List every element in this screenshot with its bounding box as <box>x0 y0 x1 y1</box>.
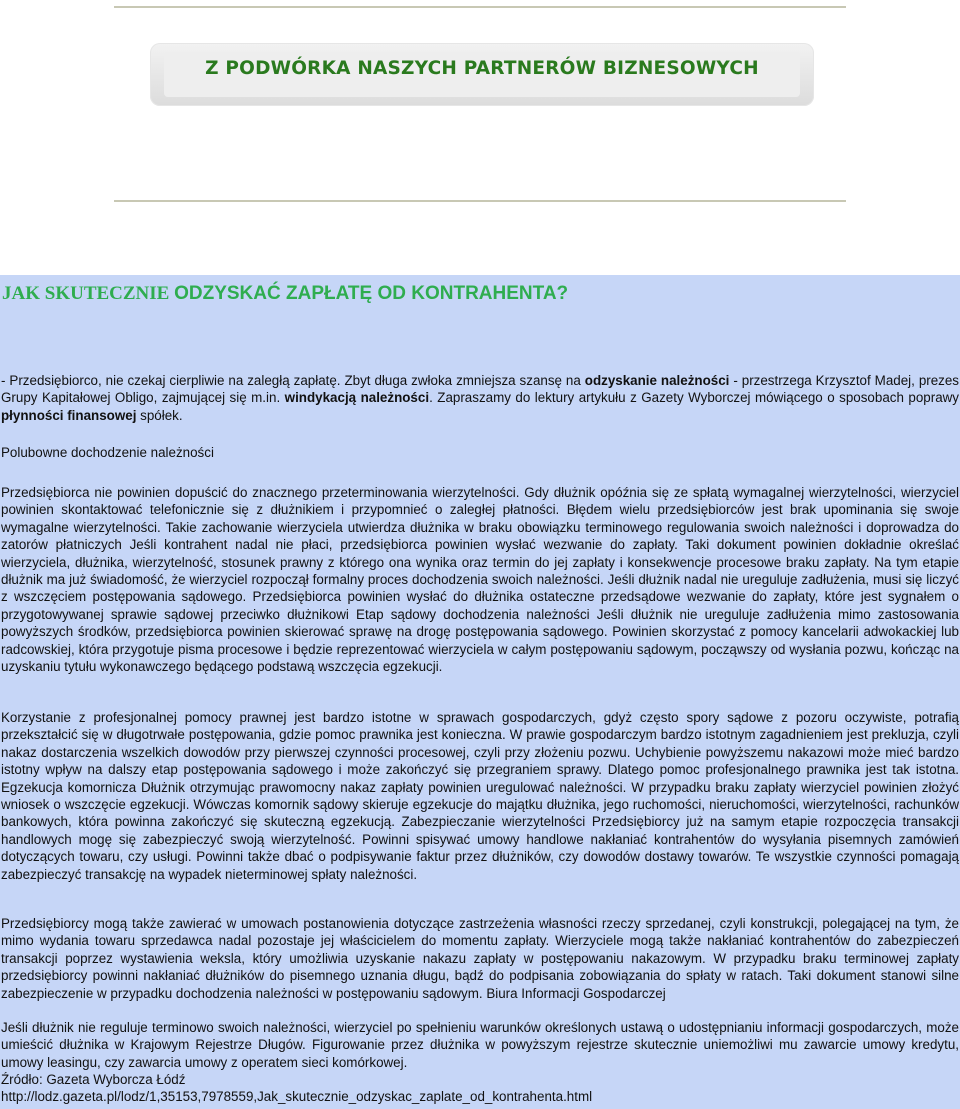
intro-paragraph <box>1 372 959 424</box>
banner-title: Z PODWÓRKA NASZYCH PARTNERÓW BIZNESOWYCH <box>205 58 759 79</box>
section-heading: Polubowne dochodzenie należności <box>1 445 214 460</box>
body-paragraph-3: Przedsiębiorcy mogą także zawierać w umowach postanowienia dotyczące zastrzeżenia własności rzeczy sprzedanej, czyli konstrukcji, polegającej na tym, że mimo wydania towaru sprzedawca nadal pozostaje jej właścicielem do momentu zapłaty. Wierzyciele mogą także nakłaniać kontrahentów do zabezpieczeń transakcji poprzez wystawienia weksla, który umożliwia uzyskanie nakazu zapłaty w postępowaniu nakazowym. W przypadku braku terminowej zapłaty przedsiębiorcy powinni nakłaniać dłużników do pisemnego uznania długu, bądź do podpisania zobowiązania do spłaty w ratach. Taki dokument stanowi silne zabezpieczenie w przypadku dochodzenia należności w postępowaniu sądowym. Biura Informacji Gospodarczej <box>1 916 959 1001</box>
body-paragraph-2: Korzystanie z profesjonalnej pomocy prawnej jest bardzo istotne w sprawach gospodarczych, gdyż często spory sądowe z pozoru oczywiste, potrafią przekształcić się w długotrwałe postępowania, gdzie pomoc prawnika jest konieczna. W prawie gospodarczym bardzo istotnym zagadnieniem jest prekluzja, czyli nakaz dostarczenia wszelkich dowodów przy pierwszej czynności procesowej, czyli przy złożeniu pozwu. Uchybienie powyższemu nakazowi może mieć bardzo istotny wpływ na dalszy etap postępowania sądowego i może zakończyć się przegraniem sprawy. Dlatego pomoc profesjonalnego prawnika jest tak istotna. Egzekucja komornicza Dłużnik otrzymując prawomocny nakaz zapłaty powinien uregulować należności. W przypadku braku zapłaty wierzyciel powinien złożyć wniosek o wszczęcie egzekucji. Wówczas komornik sądowy skieruje egzekucje do majątku dłużnika, jego ruchomości, nieruchomości, wierzytelności, rachunków bankowych, która powinna zakończyć się skuteczną egzekucją. Zabezpieczanie wierzytelności Przedsiębiorcy już na samym etapie rozpoczęcia transakcji handlowych mogę się zabezpieczyć swoją wierzytelność. Powinni spisywać umowy handlowe nakłaniać kontrahentów do wysyłania pisemnych zamówień dotyczących towaru, czy usługi. Powinni także dbać o podpisywanie faktur przez dłużników, czy dowodów dostawy towarów. Te wszystkie czynności pomagają zabezpieczyć transakcję na wypadek nieterminowej spłaty należności. <box>1 710 959 882</box>
intro-bold-3: płynności finansowej <box>1 407 137 423</box>
article-title-part2: ODZYSKAĆ ZAPŁATĘ OD KONTRAHENTA? <box>174 283 569 304</box>
bottom-divider <box>114 200 846 202</box>
intro-text-4: spółek. <box>136 407 183 423</box>
source-label: Źródło: Gazeta Wyborcza Łódź <box>1 1072 186 1087</box>
intro-text-2: - przestrzega Krzysztof Madej, prezes Grupy Kapitałowej Obligo, zajmującej się m.in. <box>1 373 960 406</box>
top-divider <box>114 6 846 8</box>
article-title-part1: JAK SKUTECZNIE <box>2 283 175 304</box>
intro-text-3: . Zapraszamy do lektury artykułu z Gazety Wyborczej mówiącego o sposobach poprawy <box>429 390 960 406</box>
intro-bold-1: odzyskanie należności <box>584 373 730 388</box>
body-paragraph-4: Jeśli dłużnik nie reguluje terminowo swoich należności, wierzyciel po spełnieniu warunków określonych ustawą o udostępnianiu informacji gospodarczych, może umieścić dłużnika w Krajowym Rejestrze Długów. Figurowanie przez dłużnika w powyższym rejestrze skutecznie uniemożliwi mu zawarcie umowy kredytu, umowy leasingu, czy zawarcia umowy z operatem sieci komórkowej. <box>1 1020 959 1070</box>
article-title <box>2 283 568 305</box>
intro-text-1: - Przedsiębiorco, nie czekaj cierpliwie na zaległą zapłatę. Zbyt długa zwłoka zmniejsza szansę na <box>1 373 585 388</box>
intro-bold-2: windykacją należności <box>284 390 430 406</box>
body-paragraph-1: Przedsiębiorca nie powinien dopuścić do znacznego przeterminowania wierzytelności. Gdy dłużnik opóźnia się ze spłatą wymagalnej wierzytelności, wierzyciel powinien skontaktować telefonicznie się z dłużnikiem i przypomnieć o zaległej płatności. Błędem wielu przedsiębiorców jest brak upominania się swoje wymagalne wierzytelności. Takie zachowanie wierzyciela utwierdza dłużnika w braku obowiązku terminowego regulowania swoich należności i doprowadza do zatorów płatniczych Jeśli kontrahent nadal nie płaci, przedsiębiorca powinien wysłać wezwanie do zapłaty. Taki dokument powinien dokładnie określać wierzyciela, dłużnika, wierzytelność, stosunek prawny z którego ona wynika oraz termin do jej zapłaty i konsekwencje procesowe braku zapłaty. Na tym etapie dłużnik ma już świadomość, że wierzyciel rozpoczął formalny proces dochodzenia swoich należności. Jeśli dłużnik nadal nie ureguluje zadłużenia, musi się liczyć z wszczęciem postępowania sądowego. Przedsiębiorca powinien wysłać do dłużnika ostateczne przedsądowe wezwanie do zapłaty, które jest sygnałem o przygotowywanej sprawie sądowej przeciwko dłużnikowi Etap sądowy dochodzenia należności Jeśli dłużnik nie ureguluje zadłużenia mimo zastosowania powyższych środków, przedsiębiorca powinien skierować sprawę na drogę postępowania sądowego. Powinien skorzystać z pomocy kancelarii adwokackiej lub radcowskiej, która przygotuje pisma procesowe i będzie reprezentować wierzyciela w całym postępowaniu sądowym, począwszy od wysłania pozwu, kończąc na uzyskaniu tytułu wykonawczego będącego podstawą wszczęcia egzekucji. <box>1 485 959 675</box>
source-url: http://lodz.gazeta.pl/lodz/1,35153,7978559,Jak_skutecznie_odzyskac_zaplate_od_kontrahenta.html <box>1 1089 593 1104</box>
partners-banner <box>150 43 814 106</box>
